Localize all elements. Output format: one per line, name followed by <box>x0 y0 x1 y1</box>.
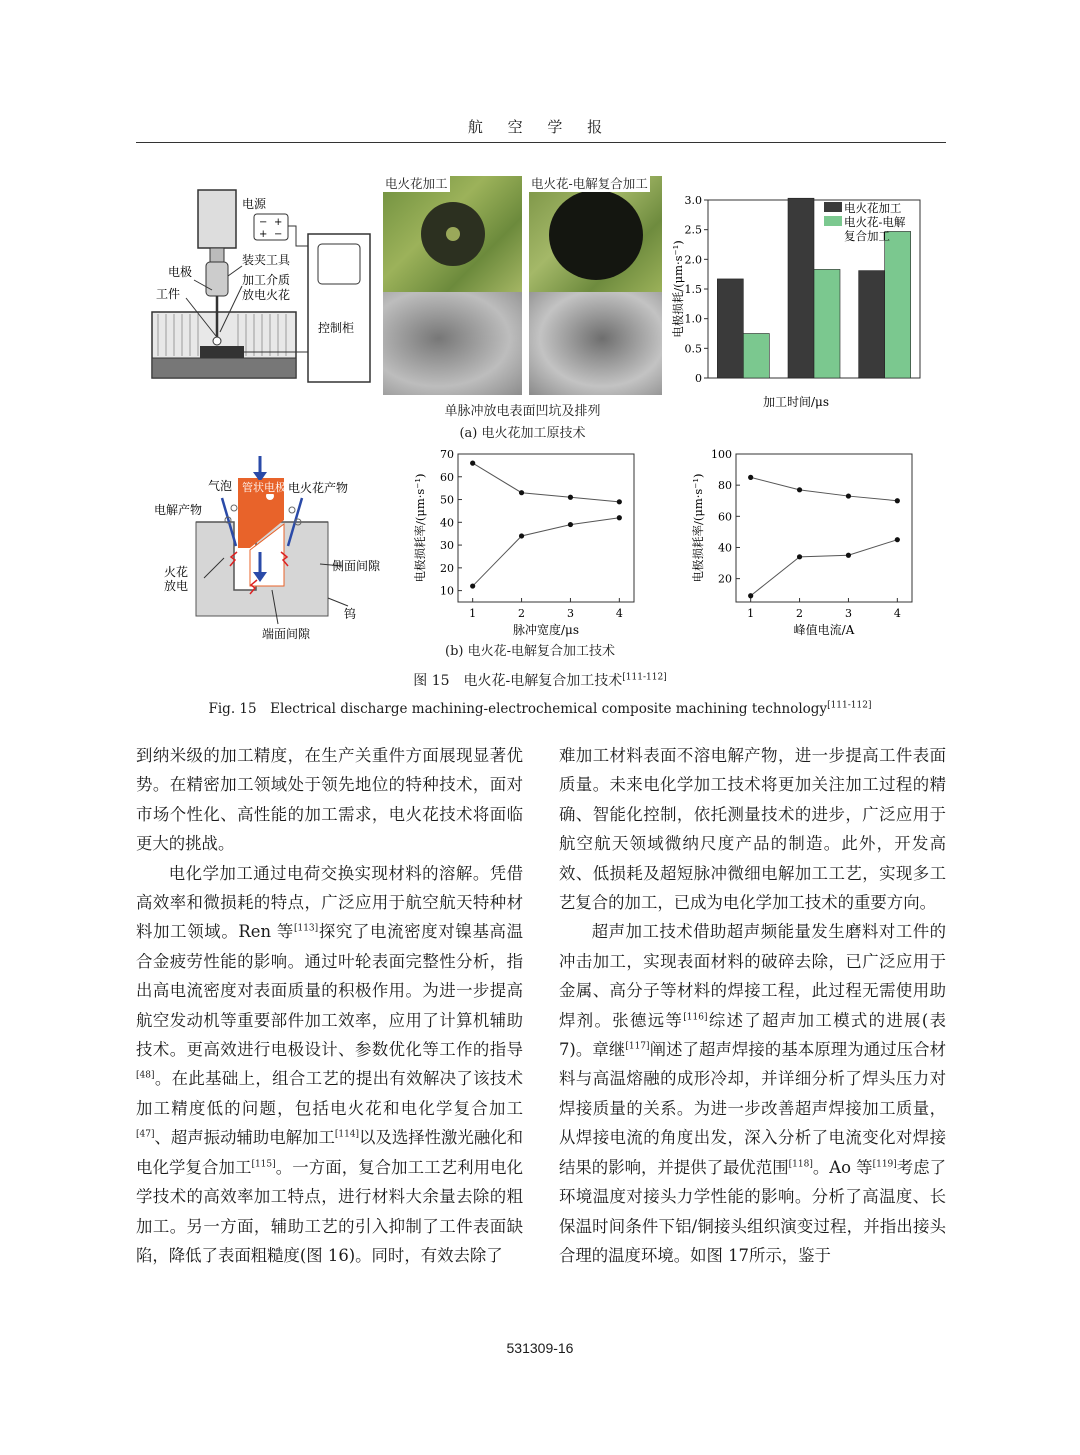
label-electrode: 电极 <box>168 265 193 279</box>
plot-frame <box>736 454 912 602</box>
crater-center <box>446 227 460 241</box>
data-point <box>895 498 900 503</box>
crater-composite <box>549 190 643 280</box>
x-tick-label: 4 <box>615 607 623 620</box>
header-rule <box>136 142 946 143</box>
subcaption-b: (b) 电火花-电解复合加工技术 <box>445 644 615 659</box>
body-right-column <box>559 741 946 1270</box>
series-line <box>473 518 620 586</box>
leader-clamp <box>228 266 242 276</box>
data-point <box>617 499 622 504</box>
legend-swatch <box>824 202 842 212</box>
y-tick-label: 80 <box>718 479 732 493</box>
legend-swatch <box>824 216 842 226</box>
label-bubble: 气泡 <box>208 479 233 493</box>
bar <box>859 271 885 378</box>
label-electrolysis-product: 电解产物 <box>154 503 203 517</box>
y-tick-label: 20 <box>718 572 732 586</box>
bar-chart <box>668 190 928 415</box>
data-point <box>748 475 753 480</box>
y-tick-label: 3.0 <box>684 194 702 207</box>
data-point <box>519 490 524 495</box>
label-clamp: 装夹工具 <box>242 253 291 267</box>
spindle <box>198 190 236 248</box>
data-point <box>895 537 900 542</box>
x-tick-label: 4 <box>893 607 901 620</box>
edm-schematic <box>146 186 376 386</box>
x-tick-label: 2 <box>796 607 804 620</box>
y-tick-label: 2.0 <box>684 253 702 267</box>
cabinet-screen <box>318 244 360 284</box>
y-tick-label: 10 <box>440 584 454 598</box>
label-workpiece: 工件 <box>156 287 181 301</box>
data-point <box>568 522 573 527</box>
label-spark-discharge-1: 火花 <box>164 565 189 579</box>
wire-1 <box>288 226 308 246</box>
y-tick-label: 1.0 <box>684 312 702 326</box>
minus-sign: − <box>259 217 268 228</box>
data-point <box>797 554 802 559</box>
data-point <box>617 515 622 520</box>
photo-composite-crater <box>529 176 662 294</box>
photo-edm-crater <box>383 176 522 294</box>
figure-caption-cn: 图 15 电火花-电解复合加工技术[111-112] <box>413 672 667 689</box>
y-tick-label: 1.5 <box>684 283 702 296</box>
bar <box>885 231 911 378</box>
y-axis-label: 电极损耗/(μm·s⁻¹) <box>671 240 685 338</box>
plus-sign-2: + <box>259 229 268 240</box>
x-axis-label: 加工时间/μs <box>762 395 830 409</box>
label-medium: 加工介质 <box>242 273 291 287</box>
y-axis-label: 电极损耗率/(μm·s⁻¹) <box>691 473 705 583</box>
series-line <box>751 477 898 500</box>
left-paragraph-1: 到纳米级的加工精度，在生产关重件方面展现显著优势。在精密加工领域处于领先地位的特种技术，面对市场个性化、高性能的加工需求，电火花技术将面临更大的挑战。 <box>136 746 523 854</box>
workpiece-block <box>200 346 244 358</box>
clamp-tool <box>206 262 228 296</box>
x-tick-label: 1 <box>469 607 477 620</box>
data-point <box>519 533 524 538</box>
y-tick-label: 100 <box>711 448 732 461</box>
left-paragraph-2: 电化学加工通过电荷交换实现材料的溶解。凭借高效率和微损耗的特点，广泛应用于航空航天特种材料加工领域。Ren 等[113]探究了电流密度对镍基高温合金疲劳性能的影响。通过叶轮表面完整性分析，指出高电流密度对表面质量的积极作用。为进一步提高航空发动机等重要部件加工效率，应用了计算机辅助技术。更高效进行电极设计、参数优化等工作的指导[48]。在此基础上，组合工艺的提出有效解决了该技术加工精度低的问题，包括电火花和电化学复合加工[47]、超声振动辅助电解加工[114]以及选择性激光融化和电化学复合加工[115]。一方面，复合加工工艺利用电化学技术的高效率加工特点，进行材料大余量去除的粗加工。另一方面，辅助工艺的引入抑制了工件表面缺陷，降低了表面粗糙度(图 16)。同时，有效去除了 <box>136 863 524 1265</box>
bar <box>814 269 840 378</box>
y-axis-label: 电极损耗率/(μm·s⁻¹) <box>413 473 427 583</box>
label-side-gap: 侧面间隙 <box>332 559 381 573</box>
data-point <box>568 495 573 500</box>
photo-label-composite: 电火花-电解复合加工 <box>531 176 648 191</box>
data-point <box>470 461 475 466</box>
x-tick-label: 3 <box>844 607 852 620</box>
y-tick-label: 60 <box>718 510 732 524</box>
label-tube-electrode: 管状电极 <box>242 481 286 494</box>
label-end-gap: 端面间隙 <box>262 627 311 641</box>
legend-label-2: 电火花-电解 <box>844 215 906 229</box>
photo-label-edm: 电火花加工 <box>385 176 448 191</box>
y-tick-label: 50 <box>440 493 454 507</box>
minus-sign-2: − <box>274 229 283 240</box>
label-cabinet: 控制柜 <box>318 321 355 335</box>
right-paragraph-1: 难加工材料表面不溶电解产物，进一步提高工件表面质量。未来电化学加工技术将更加关注加工过程的精确、智能化控制，依托测量技术的进步，广泛应用于航空航天领域微纳尺度产品的制造。此外，开发高效、低损耗及超短脉冲微细电解加工工艺，实现多工艺复合的加工，已成为电化学加工技术的重要方向。 <box>559 746 946 913</box>
y-tick-label: 0.5 <box>684 342 702 356</box>
bar <box>743 334 769 379</box>
label-spark-product: 电火花产物 <box>288 481 349 495</box>
y-tick-label: 60 <box>440 470 454 484</box>
photo-composite-surface <box>529 292 662 395</box>
y-tick-label: 20 <box>440 561 454 575</box>
line-chart-peak-current <box>686 446 926 642</box>
figure-caption-en: Fig. 15 Electrical discharge machining-electrochemical composite machining technology[111-112] <box>208 700 872 717</box>
spark-point <box>213 337 221 345</box>
label-power: 电源 <box>242 197 267 211</box>
bar <box>717 279 743 378</box>
legend-label-1: 电火花加工 <box>844 201 902 215</box>
leader-tungsten <box>328 598 348 606</box>
photo-caption: 单脉冲放电表面凹坑及排列 <box>444 404 601 419</box>
y-tick-label: 0 <box>695 372 702 385</box>
page-number: 531309-16 <box>506 1340 574 1356</box>
series-line <box>473 463 620 502</box>
x-axis-label: 脉冲宽度/μs <box>512 623 580 637</box>
bar <box>788 198 814 378</box>
x-tick-label: 2 <box>518 607 526 620</box>
data-point <box>846 493 851 498</box>
x-tick-label: 1 <box>747 607 755 620</box>
plus-sign-1: + <box>274 217 283 228</box>
subcaption-a: (a) 电火花加工原技术 <box>459 426 586 441</box>
y-tick-label: 40 <box>718 541 732 555</box>
photo-edm-surface <box>383 292 522 395</box>
chuck <box>210 248 224 262</box>
y-tick-label: 70 <box>440 448 454 461</box>
data-point <box>797 487 802 492</box>
journal-header: 航 空 学 报 <box>467 118 613 136</box>
y-tick-label: 30 <box>440 539 454 553</box>
plot-frame <box>458 454 634 602</box>
legend-label-2b: 复合加工 <box>844 229 890 243</box>
composite-schematic <box>152 448 392 648</box>
y-tick-label: 2.5 <box>684 223 702 237</box>
x-axis-label: 峰值电流/A <box>793 623 855 637</box>
data-point <box>748 593 753 598</box>
y-tick-label: 40 <box>440 516 454 530</box>
data-point <box>846 553 851 558</box>
label-spark-discharge-2: 放电 <box>164 579 189 593</box>
x-tick-label: 3 <box>566 607 574 620</box>
right-paragraph-2: 超声加工技术借助超声频能量发生磨料对工件的冲击加工，实现表面材料的破碎去除，已广泛应用于金属、高分子等材料的焊接工程，此过程无需使用助焊剂。张德远等[116]综述了超声加工模式的进展(表 7)。章继[117]阐述了超声焊接的基本原理为通过压合材料与高温熔融的成形冷却，并详细分析了焊头压力对焊接质量的关系。为进一步改善超声焊接加工质量，从焊接电流的角度出发，深入分析了电流变化对焊接结果的影响，并提供了最优范围[118]。Ao 等[119]考虑了环境温度对接头力学性能的影响。分析了高温度、长保温时间条件下铝/铜接头组织演变过程，并指出接头合理的温度环境。如图 17所示，鉴于 <box>559 922 947 1265</box>
data-point <box>470 583 475 588</box>
body-left-column <box>136 741 523 1270</box>
series-line <box>751 540 898 596</box>
line-chart-pulse-width <box>408 446 648 642</box>
label-tungsten: 钨 <box>344 607 357 621</box>
label-spark: 放电火花 <box>242 288 291 302</box>
base-gravel <box>152 358 296 378</box>
